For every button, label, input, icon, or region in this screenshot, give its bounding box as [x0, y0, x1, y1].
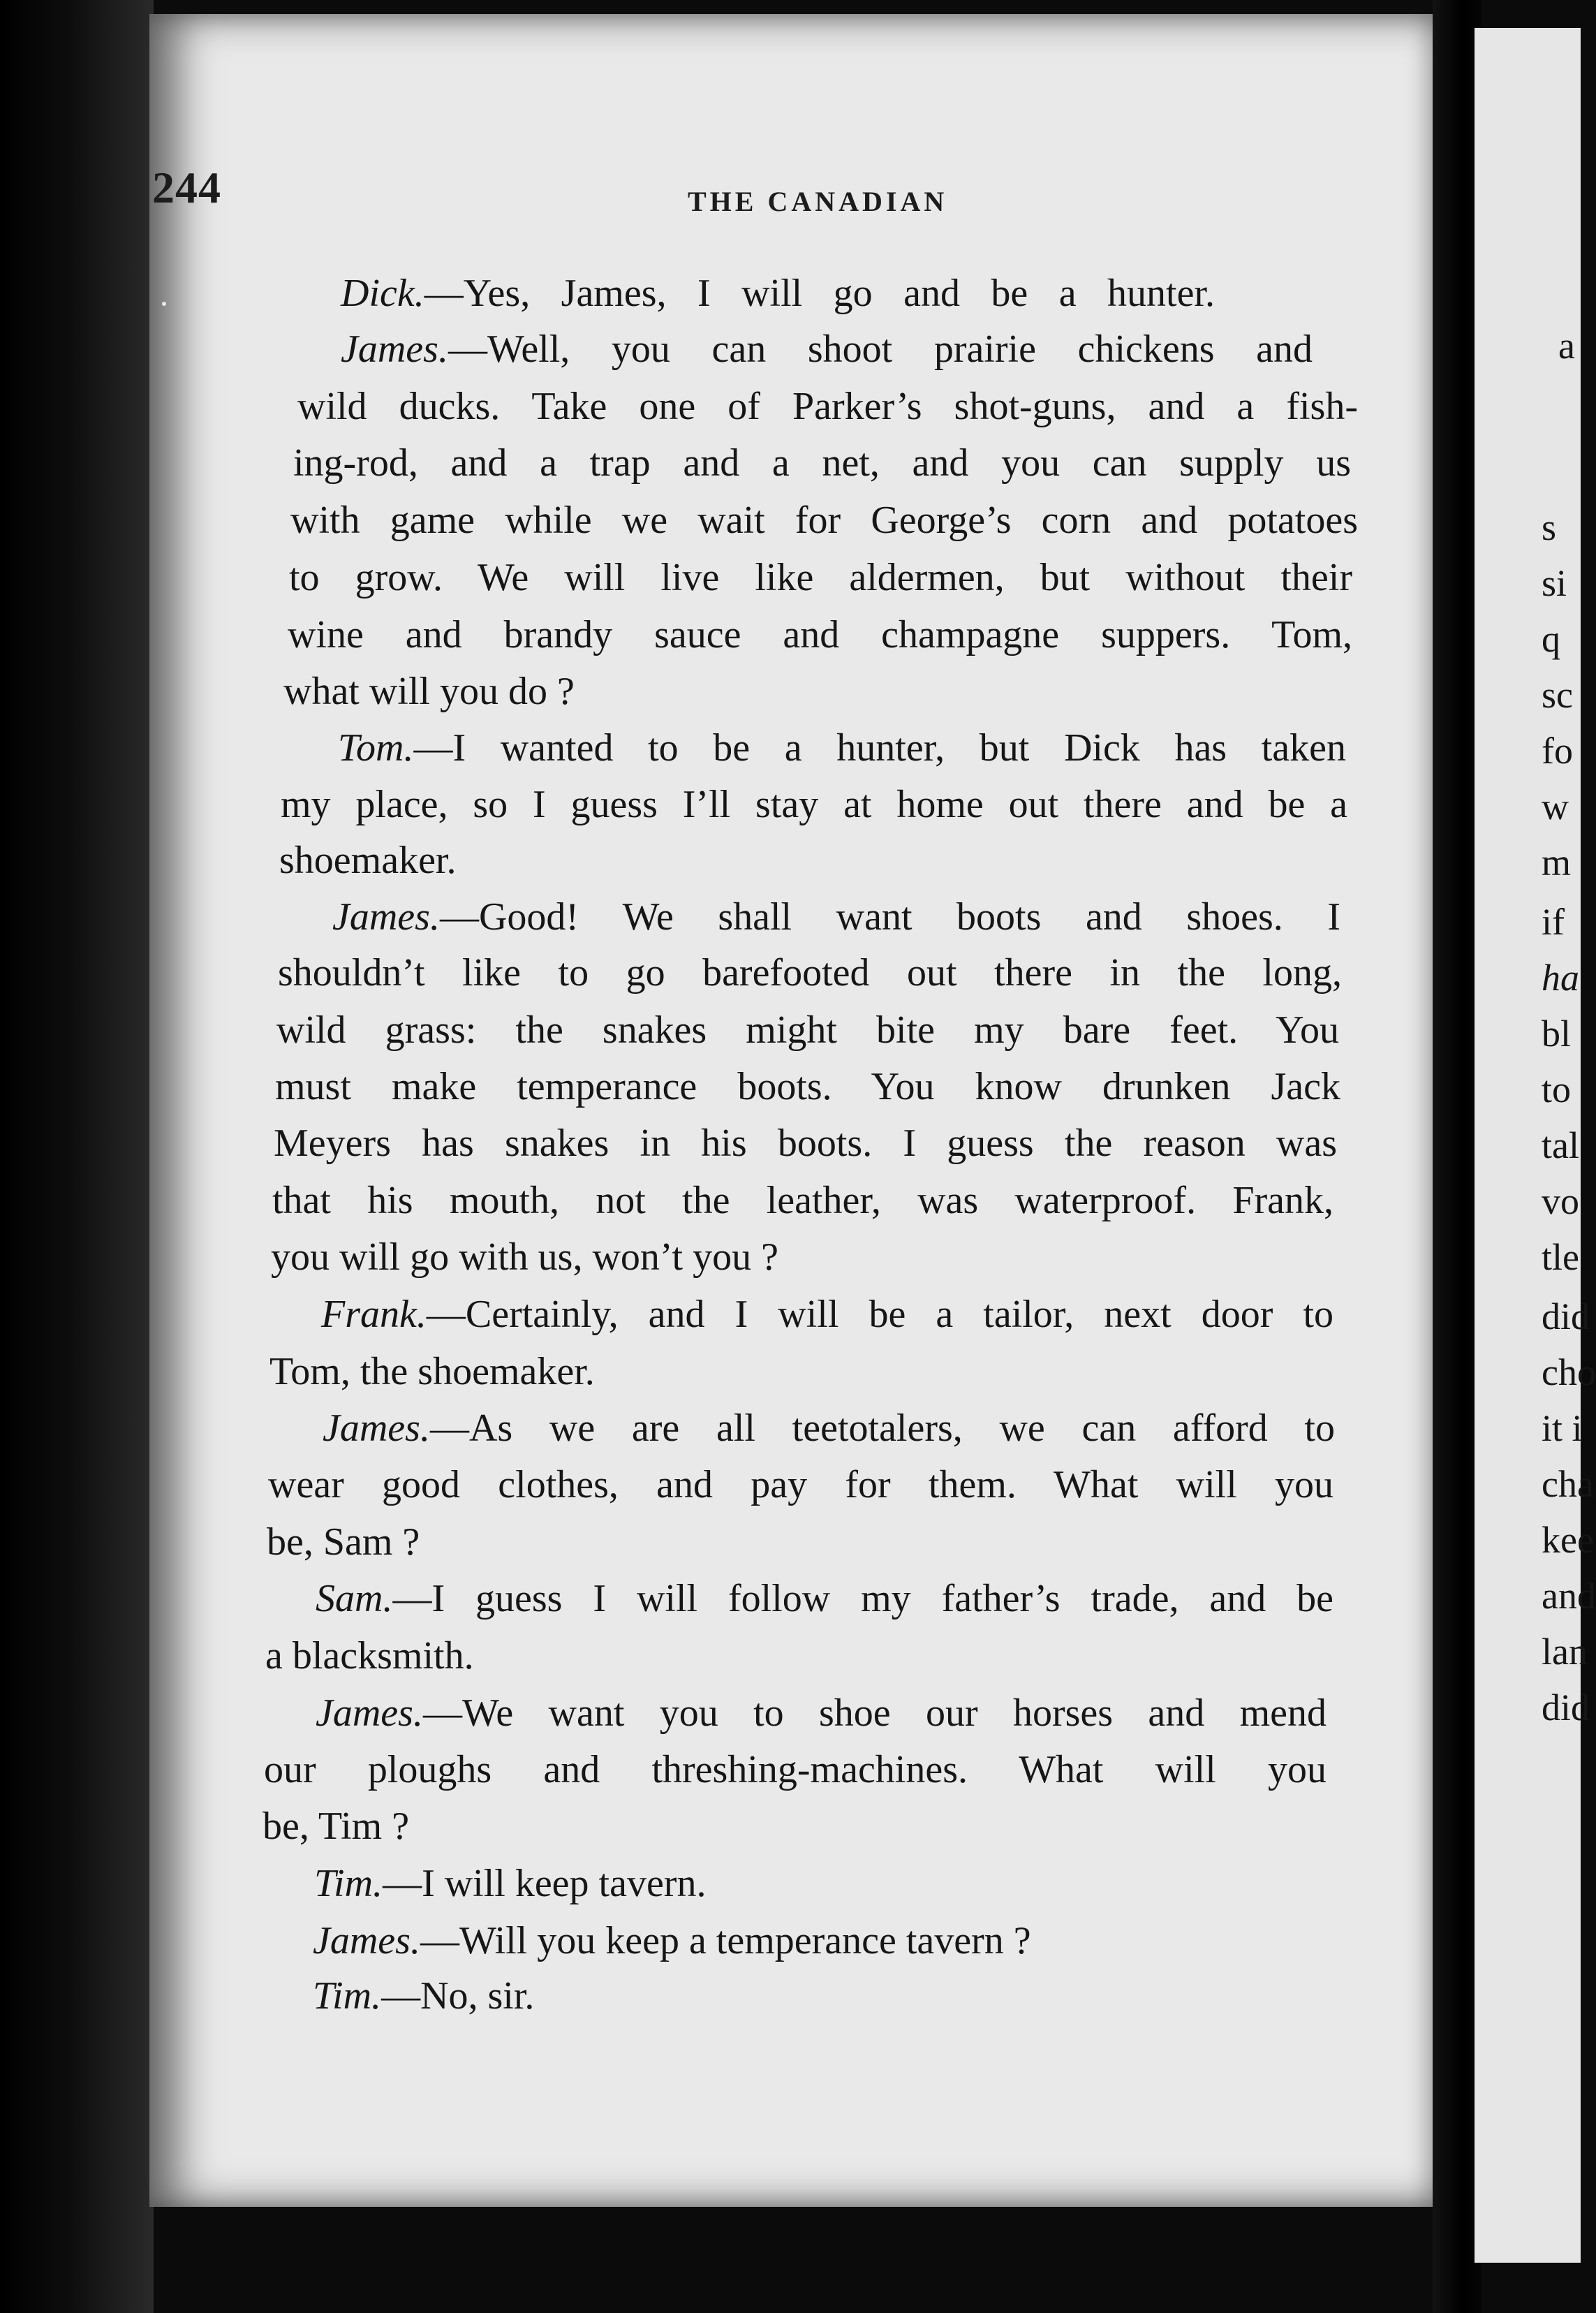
adjacent-page-fragment: fo	[1542, 730, 1573, 772]
adjacent-page-fragment: lan	[1542, 1631, 1588, 1673]
dialogue-line	[313, 1916, 1031, 1965]
dialogue-line	[323, 1404, 1335, 1453]
dialogue-line	[313, 1971, 534, 2020]
text-line	[288, 610, 1352, 659]
text-line	[269, 1347, 595, 1396]
scan-speck	[1370, 353, 1375, 359]
line-text: with game while we wait for George’s corn and potatoes	[290, 499, 1358, 542]
adjacent-page-fragment: tle	[1542, 1236, 1579, 1278]
line-text: —We want you to shoe our horses and mend	[422, 1691, 1327, 1735]
line-text: shouldn’t like to go barefooted out there in the long,	[278, 951, 1342, 994]
line-text: —Well, you can shoot prairie chickens and	[448, 328, 1313, 371]
line-text: to grow. We will live like aldermen, but without their	[289, 556, 1352, 599]
adjacent-page-fragment: cha	[1542, 1463, 1594, 1505]
line-text: you will go with us, won’t you ?	[271, 1235, 778, 1279]
line-text: —Will you keep a temperance tavern ?	[420, 1919, 1031, 1962]
adjacent-page-fragment: ha	[1542, 957, 1579, 999]
line-text: Tom, the shoemaker.	[269, 1350, 595, 1393]
text-line	[297, 382, 1358, 431]
line-text: what will you do ?	[283, 670, 575, 713]
adjacent-page-fragment: tal	[1542, 1124, 1579, 1166]
dialogue-line	[321, 1290, 1333, 1339]
line-text: shoemaker.	[279, 839, 457, 882]
text-line	[293, 439, 1351, 487]
adjacent-page-fragment: q	[1542, 618, 1560, 660]
line-text: —Good! We shall want boots and shoes. I	[439, 895, 1340, 939]
speaker-name: James.	[332, 895, 440, 939]
speaker-name: Tim.	[313, 1974, 382, 2018]
line-text: my place, so I guess I’ll stay at home out there and be a	[281, 783, 1347, 826]
dialogue-line	[338, 724, 1346, 772]
adjacent-page-fragment: and	[1542, 1575, 1596, 1617]
text-line	[272, 1176, 1333, 1225]
page-number: 244	[152, 163, 221, 212]
text-line	[271, 1233, 778, 1282]
text-line	[281, 780, 1347, 829]
line-text: our ploughs and threshing-machines. What will you	[264, 1748, 1327, 1791]
speaker-name: Sam.	[316, 1577, 393, 1620]
speaker-name: Tim.	[314, 1862, 383, 1905]
text-line	[275, 1062, 1340, 1111]
line-text: wear good clothes, and pay for them. What will you	[268, 1463, 1333, 1506]
dialogue-line	[332, 893, 1340, 941]
text-line	[278, 948, 1342, 997]
text-line	[279, 836, 456, 885]
speaker-name: Frank.	[321, 1293, 427, 1336]
line-text: ing-rod, and a trap and a net, and you can supply us	[293, 441, 1351, 485]
adjacent-page-fragment: w	[1542, 786, 1569, 828]
text-line	[289, 553, 1352, 602]
line-text: —I will keep tavern.	[383, 1862, 707, 1905]
adjacent-page-fragment: kee	[1542, 1519, 1594, 1561]
line-text: wild grass: the snakes might bite my bare feet. You	[276, 1008, 1339, 1052]
line-text: —I guess I will follow my father’s trade, and be	[392, 1577, 1333, 1620]
adjacent-page-fragment: did	[1542, 1295, 1590, 1337]
text-line	[263, 1802, 409, 1851]
line-text: —I wanted to be a hunter, but Dick has taken	[413, 726, 1346, 770]
text-line	[283, 667, 575, 716]
line-text: wild ducks. Take one of Parker’s shot-guns, and a fish-	[297, 385, 1358, 428]
line-text: —Yes, James, I will go and be a hunter.	[424, 272, 1215, 315]
speaker-name: James.	[341, 328, 448, 371]
adjacent-page-fragment: to	[1542, 1069, 1572, 1110]
adjacent-page-fragment: cho	[1542, 1351, 1596, 1393]
dialogue-line	[316, 1574, 1333, 1623]
text-line	[276, 1006, 1339, 1055]
running-head: THE CANADIAN	[688, 186, 948, 217]
line-text: —As we are all teetotalers, we can afford to	[429, 1407, 1335, 1450]
adjacent-page-fragment: sc	[1542, 674, 1573, 716]
speaker-name: James.	[323, 1407, 430, 1450]
adjacent-page-fragment: m	[1542, 842, 1572, 883]
adjacent-page-fragment: a	[1558, 325, 1575, 367]
text-line	[267, 1518, 420, 1566]
speaker-name: Dick.	[341, 272, 424, 315]
adjacent-page-fragment: bl	[1542, 1013, 1572, 1055]
line-text: must make temperance boots. You know drunken Jack	[275, 1065, 1340, 1108]
dialogue-line	[316, 1689, 1327, 1738]
adjacent-page-fragment: si	[1542, 562, 1567, 604]
text-line	[268, 1460, 1333, 1509]
text-line	[265, 1631, 474, 1680]
line-text: that his mouth, not the leather, was waterproof. Frank,	[272, 1179, 1333, 1222]
speaker-name: Tom.	[338, 726, 414, 770]
dialogue-line	[341, 325, 1313, 374]
line-text: Meyers has snakes in his boots. I guess the reason was	[274, 1122, 1337, 1165]
adjacent-page-fragment: vo	[1542, 1180, 1579, 1222]
line-text: be, Sam ?	[267, 1520, 420, 1564]
adjacent-page-fragment: did	[1542, 1687, 1590, 1728]
dialogue-line	[341, 269, 1215, 318]
speaker-name: James.	[313, 1919, 420, 1962]
line-text: be, Tim ?	[263, 1805, 410, 1848]
line-text: wine and brandy sauce and champagne suppers. Tom,	[288, 613, 1352, 656]
line-text: —No, sir.	[381, 1974, 535, 2018]
line-text: a blacksmith.	[265, 1634, 474, 1677]
dialogue-line	[314, 1859, 706, 1908]
text-line	[290, 496, 1358, 545]
speaker-name: James.	[316, 1691, 423, 1735]
adjacent-page-fragment: s	[1542, 506, 1557, 548]
scan-speck	[162, 302, 166, 306]
adjacent-page-fragment: it i	[1542, 1407, 1583, 1449]
text-line	[274, 1119, 1337, 1168]
text-line	[264, 1745, 1327, 1794]
line-text: —Certainly, and I will be a tailor, next door to	[426, 1293, 1333, 1336]
adjacent-page-fragment: if	[1542, 901, 1565, 943]
